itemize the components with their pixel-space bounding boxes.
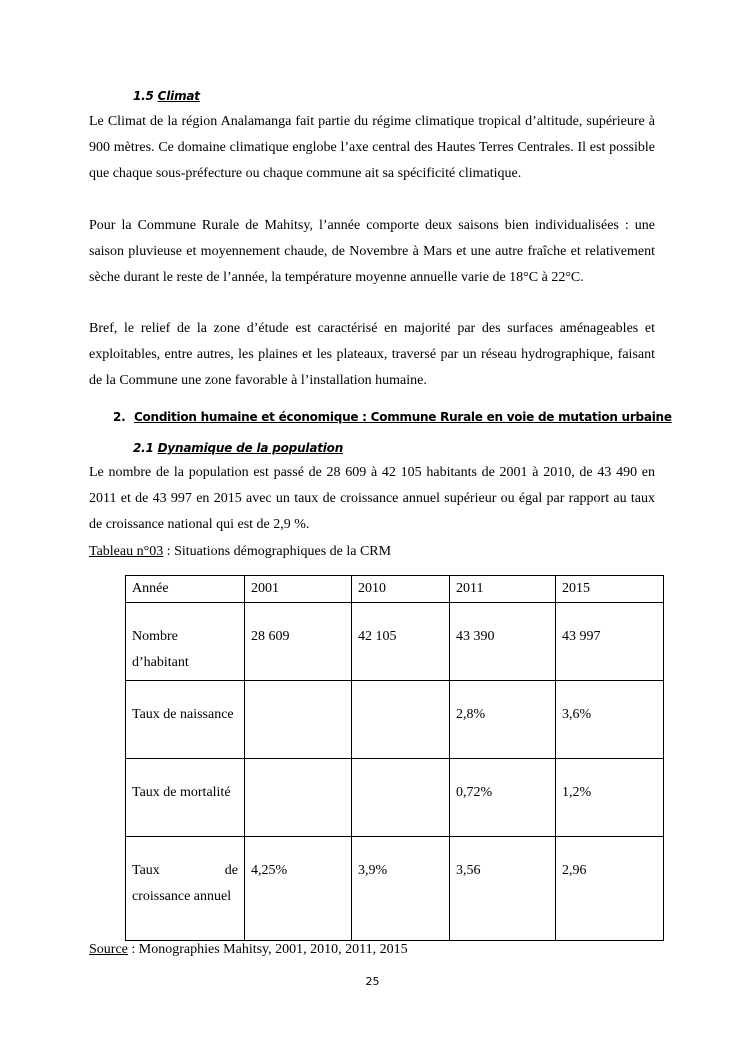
table-cell [352, 759, 450, 837]
climat-heading-title: Climat [157, 89, 200, 103]
page-number: 25 [365, 975, 380, 988]
table-row [126, 681, 664, 759]
dynamique-heading-title: Dynamique de la population [157, 441, 344, 455]
demographics-table [125, 575, 664, 941]
source-label: Source [89, 942, 128, 957]
table-caption [89, 542, 391, 562]
table-cell: 3,6% [556, 681, 664, 759]
section-2-title: Condition humaine et économique : Commune Rurale en voie de mutation urbaine [134, 410, 672, 424]
table-caption-text: : Situations démographiques de la CRM [163, 544, 392, 559]
table-cell [245, 681, 352, 759]
climat-paragraph-3: Bref, le relief de la zone d’étude est caractérisé en majorité par des surfaces aménageables et exploitables, entre autres, les plaines et les plateaux, traversé par un réseau hydrographique, faisant de la Commune une zone favorable à l’installation humaine. [89, 321, 655, 388]
table-cell: 42 105 [352, 603, 450, 681]
dynamique-paragraph: Le nombre de la population est passé de 28 609 à 42 105 habitants de 2001 à 2010, de 43 490 en 2011 et de 43 997 en 2015 avec un taux de croissance annuel supérieur ou égal par rapport au taux de croissance national qui est de 2,9 %. [89, 465, 655, 532]
table-caption-label: Tableau n°03 [89, 544, 164, 559]
table-row-label: Taux de naissance [126, 681, 245, 759]
table-header-cell: 2010 [352, 576, 450, 603]
table-cell: 2,8% [450, 681, 556, 759]
table-cell: 43 997 [556, 603, 664, 681]
table-cell: 43 390 [450, 603, 556, 681]
table-cell: 1,2% [556, 759, 664, 837]
section-2-heading [113, 410, 672, 424]
section-2-number: 2. [113, 410, 126, 424]
table-row [126, 603, 664, 681]
table-cell: 28 609 [245, 603, 352, 681]
table-header-cell: 2001 [245, 576, 352, 603]
climat-paragraph-2: Pour la Commune Rurale de Mahitsy, l’année comporte deux saisons bien individualisées : une saison pluvieuse et moyennement chaude, de Novembre à Mars et une autre fraîche et relativement sèche durant le reste de l’année, la température moyenne annuelle varie de 18°C à 22°C. [89, 218, 655, 285]
table-row-label: Taux de mortalité [126, 759, 245, 837]
table-header-cell: Année [126, 576, 245, 603]
table-header-row [126, 576, 664, 603]
table-cell: 3,56 [450, 837, 556, 941]
table-row [126, 837, 664, 941]
table-cell: 3,9% [352, 837, 450, 941]
table-cell [245, 759, 352, 837]
table-cell: 4,25% [245, 837, 352, 941]
table-row [126, 759, 664, 837]
table-row-label: Nombre d’habitant [126, 603, 245, 681]
table-cell: 0,72% [450, 759, 556, 837]
dynamique-heading [133, 441, 343, 455]
climat-paragraph-1: Le Climat de la région Analamanga fait partie du régime climatique tropical d’altitude, supérieure à 900 mètres. Ce domaine climatique englobe l’axe central des Hautes Terres Centrales. Il est possible que chaque sous-préfecture ou chaque commune ait sa spécificité climatique. [89, 114, 655, 181]
table-header-cell: 2011 [450, 576, 556, 603]
climat-heading [133, 89, 200, 103]
dynamique-heading-number: 2.1 [133, 441, 154, 455]
source-line [89, 940, 408, 960]
climat-heading-number: 1.5 [133, 89, 154, 103]
source-text: : Monographies Mahitsy, 2001, 2010, 2011, 2015 [127, 942, 408, 957]
table-header-cell: 2015 [556, 576, 664, 603]
table-cell [352, 681, 450, 759]
table-row-label: Taux de croissance annuel [126, 837, 245, 941]
table-cell: 2,96 [556, 837, 664, 941]
